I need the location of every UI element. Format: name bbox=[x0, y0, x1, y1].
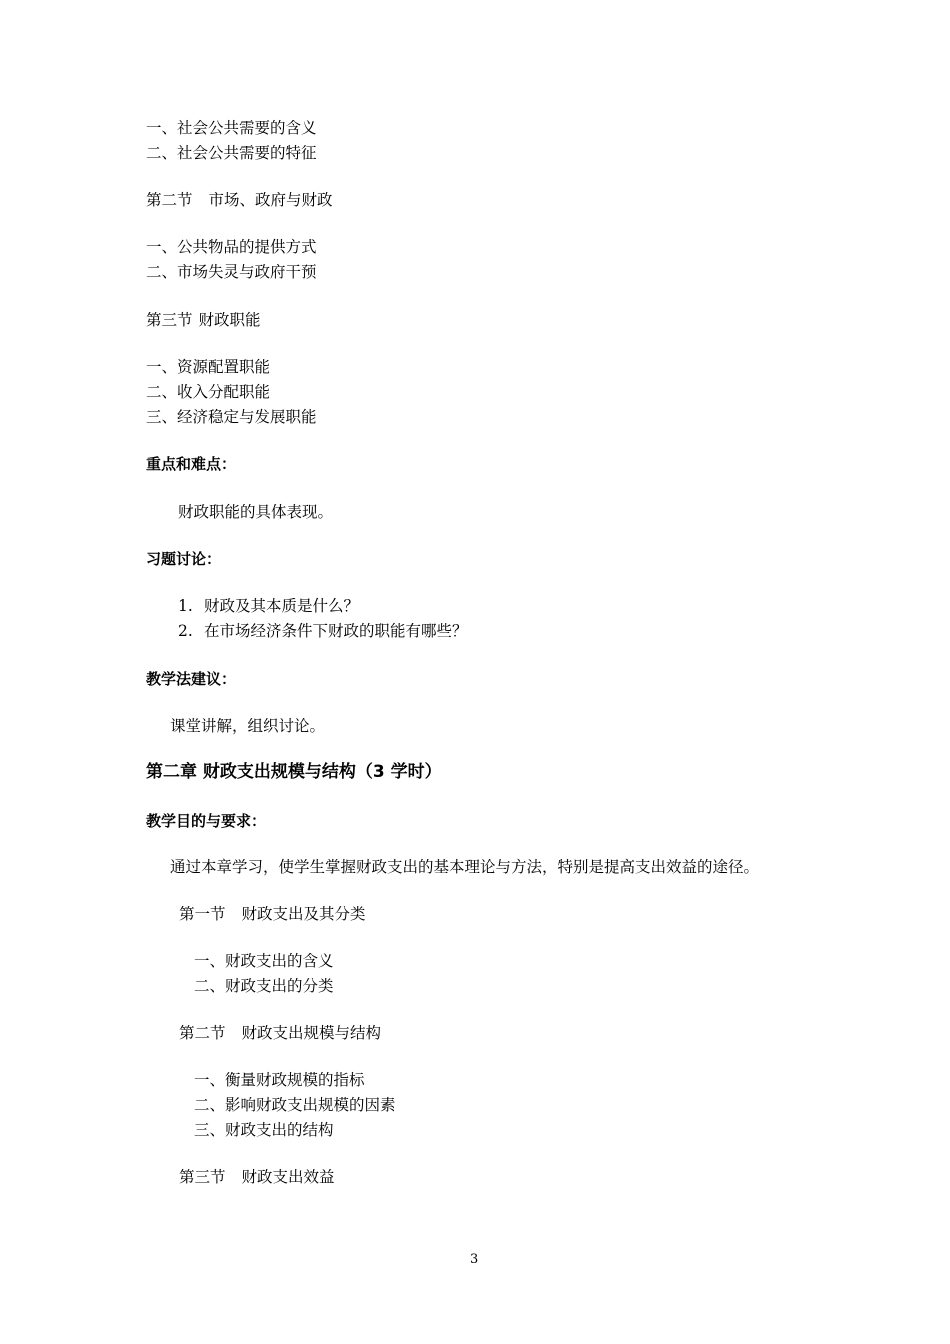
chapter-2-title: 第二章 财政支出规模与结构（3 学时） bbox=[146, 762, 442, 782]
section-label: 第三节 bbox=[179, 1168, 226, 1186]
teaching-goal-text: 通过本章学习，使学生掌握财政支出的基本理论与方法，特别是提高支出效益的途径。 bbox=[170, 858, 760, 876]
ch2-sec1-item-1: 一、财政支出的含义 bbox=[194, 952, 334, 970]
section-label: 第二节 bbox=[146, 191, 193, 209]
ch1-sec2-item-1: 一、公共物品的提供方式 bbox=[146, 238, 317, 256]
ch2-sec2-item-3: 三、财政支出的结构 bbox=[194, 1121, 334, 1139]
ch1-sec3-item-2: 二、收入分配职能 bbox=[146, 383, 271, 401]
section-title: 财政支出及其分类 bbox=[241, 905, 366, 923]
ch1-sec3-heading bbox=[146, 310, 261, 330]
section-title: 财政支出效益 bbox=[241, 1168, 335, 1186]
exercise-item-2 bbox=[178, 621, 468, 641]
ch2-sec3-heading bbox=[179, 1167, 335, 1187]
section-title: 财政支出规模与结构 bbox=[241, 1024, 382, 1042]
ch2-sec2-heading bbox=[179, 1023, 381, 1043]
teaching-method-heading: 教学法建议： bbox=[146, 670, 237, 688]
teaching-method-text: 课堂讲解，组织讨论。 bbox=[170, 717, 326, 735]
exercise-heading: 习题讨论： bbox=[146, 550, 222, 568]
ch2-sec2-item-2: 二、影响财政支出规模的因素 bbox=[194, 1096, 396, 1114]
exercise-number: 1. bbox=[178, 597, 193, 615]
page-number: 3 bbox=[470, 1252, 479, 1267]
exercise-text: 财政及其本质是什么？ bbox=[204, 597, 360, 615]
key-points-heading: 重点和难点： bbox=[146, 455, 237, 473]
exercise-number: 2. bbox=[178, 622, 193, 640]
section-label: 第三节 bbox=[146, 311, 193, 329]
section-label: 第一节 bbox=[179, 905, 226, 923]
ch1-sec2-item-2: 二、市场失灵与政府干预 bbox=[146, 263, 317, 281]
ch1-sec2-heading bbox=[146, 190, 333, 210]
ch1-sec1-item-2: 二、社会公共需要的特征 bbox=[146, 144, 317, 162]
ch2-sec2-item-1: 一、衡量财政规模的指标 bbox=[194, 1071, 365, 1089]
section-title: 市场、政府与财政 bbox=[208, 191, 333, 209]
exercise-text: 在市场经济条件下财政的职能有哪些？ bbox=[204, 622, 468, 640]
ch1-sec3-item-1: 一、资源配置职能 bbox=[146, 358, 271, 376]
ch2-sec1-heading bbox=[179, 904, 366, 924]
ch2-sec1-item-2: 二、财政支出的分类 bbox=[194, 977, 334, 995]
teaching-goal-heading: 教学目的与要求： bbox=[146, 812, 267, 830]
ch1-sec1-item-1: 一、社会公共需要的含义 bbox=[146, 119, 317, 137]
ch1-sec3-item-3: 三、经济稳定与发展职能 bbox=[146, 408, 317, 426]
key-points-text: 财政职能的具体表现。 bbox=[178, 503, 334, 521]
section-label: 第二节 bbox=[179, 1024, 226, 1042]
section-title: 财政职能 bbox=[198, 311, 261, 329]
exercise-item-1 bbox=[178, 596, 359, 616]
